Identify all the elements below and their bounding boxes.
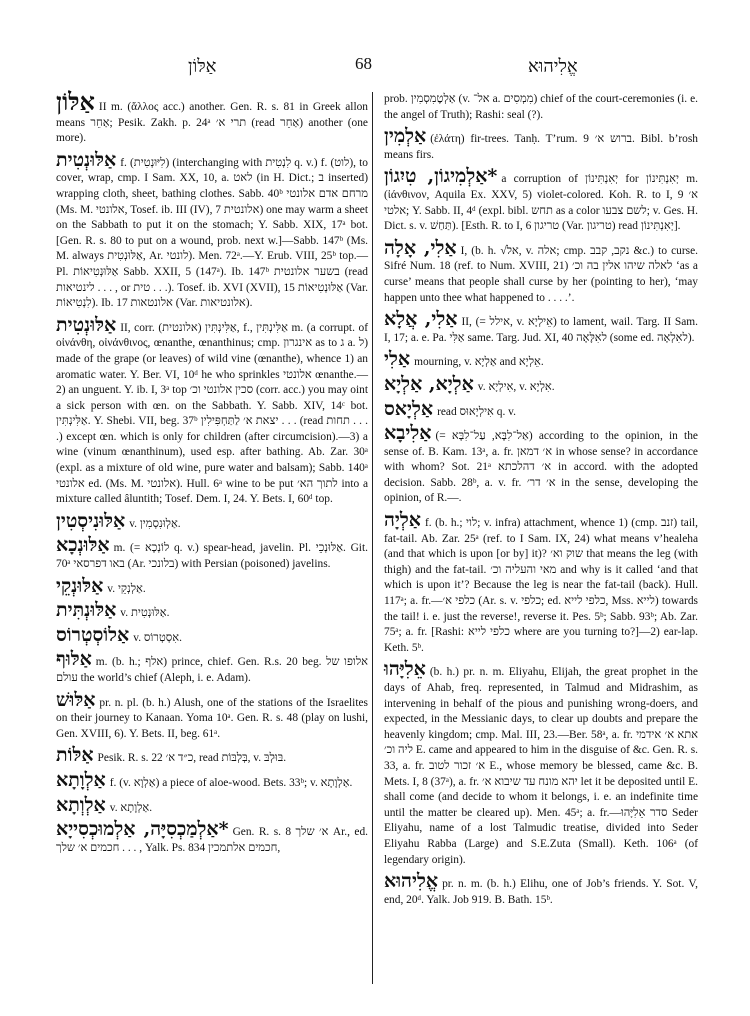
entry-headword: אַלּוֹן — [56, 87, 95, 116]
entry-definition: f. (b. h.; לוי; v. infra) attachment, whence 1) (cmp. זנב) tail, fat-tail. Ab. Zar. 25ᵃ (ref. to I Sam. IX, 24) what means v’healeha (and that which is upon [or by] it)? שוק וא׳ that means the leg (with thigh) and the fat-tail. מאי והעליה וכ׳ and why is it called ‘and that which is upon it’? Because the leg is near the fat-tail (back). Hull. 117ᵃ; a. fr.—כלפי א׳ (Ar. s. v. כלפי; ed. כלפי לייא, Mss. לייא) towards the tail! i. e. just the reverse!, reverse it. Pes. 5ᵇ; Sabb. 93ᵇ; Ab. Zar. 75ᵃ; a. fr. [Rashi: כלפי לייא where are you turning to?]—2) ear-lap. Keth. 5ᵇ. — [384, 517, 698, 654]
column-divider — [372, 92, 373, 984]
entry-headword: אַלּוּנִיסְטִין — [56, 509, 126, 532]
entry-headword: אַלִיבָא — [384, 422, 432, 445]
entry-definition: II m. (ἄλλος acc.) another. Gen. R. s. 81 in Greek allon means אַחֵר; Pesik. Zakh. p. 24ᵃ תרי א׳ (read אַחֵר) another (one more). — [56, 101, 368, 145]
entry-definition: prob. אַלְטֶמִסְמִין (v. אל־ a. מִמְסִים) chief of the court-ceremonies (i. e. the angel of Truth); Rashi: seal (?). — [384, 93, 698, 121]
entry-headword: אַלִי, אָלָה — [384, 236, 457, 259]
entry-headword: אַלּוֹת — [56, 744, 94, 767]
entry-headword: אַלּוּנְטִית — [56, 313, 117, 336]
entry-definition: v. אַלְוּנִסְמִין. — [129, 517, 181, 530]
entry-headword: אַלְמִין — [384, 125, 427, 148]
entry-definition: mourning, v. אַלְיָא and אֵלְיָא. — [414, 356, 544, 369]
dictionary-entry — [384, 510, 698, 656]
dictionary-entry — [56, 87, 368, 147]
entry-headword: *אַלְמַכְסִיָּה, אַלְמוּכְסִייָא — [56, 818, 229, 841]
dictionary-entry — [56, 625, 368, 647]
entry-definition: v. אַלְוָתָא. — [109, 801, 153, 814]
entry-definition: read אִילְיָאוּס q. v. — [437, 405, 516, 418]
entry-headword: אַלְוְתָא — [56, 793, 106, 816]
page-number: 68 — [355, 54, 372, 73]
dictionary-entry — [384, 166, 698, 234]
dictionary-entry — [384, 309, 698, 346]
dictionary-entry — [384, 238, 698, 306]
entry-definition: (b. h.) pr. n. m. Eliyahu, Elijah, the great prophet in the days of Ahab, freq. represented, in Talmud and Midrashim, as intervening in behalf of the pious and punishing wrong-doers, and expected, in the Messianic days, to clear up doubts and prepare the heavenly kingdom; cmp. Mal. III, 23.—Ber. 58ᵃ, a. fr. אתא א׳ אידמי ליה וכ׳ E. came and appeared to him in the disguise of &c. Gen. R. s. 33, a. fr. א׳ זכור לטוב E., whose memory be blessed, came &c. B. Mets. I, 8 (37ᵃ), a. fr. יהא מונח עד שיבוא א׳ let it be deposited until E. shall come (and decide to whom it belongs, i. e. an indefinite time until the matter be cleared up). Men. 45ᵃ; a. fr.—סדר אֵלִיָּהוּ Seder Eliyahu, name of a lost Talmudic treatise, divided into Seder Eliyahu Rabba (Large) and S.E.Zuta (Small). Keth. 106ᵃ (of legendary origin). — [384, 666, 698, 866]
dictionary-entry — [56, 690, 368, 743]
entry-definition: f. (v. אַלְוָא) a piece of aloe-wood. Bets. 33ᵇ; v. אַלְוָתָא. — [109, 776, 353, 789]
entry-headword: אַלִי — [384, 348, 411, 371]
dictionary-entry — [56, 600, 368, 622]
entry-headword: אֱלִיהוּא — [384, 870, 439, 893]
entry-definition: f. (לִיּוּנְטִית) (interchanging with לִנְטִית q. v.) f. (לוט), to cover, wrap, cmp. I Sam. XX, 10, a. לאט (in H. Dict.; ב inserted) wrapping cloth, sheet, bathing clothes. Sabb. 40ᵇ מרחם אדם אלונטי (Ms. M. אלונטי, Tosef. ib. III (IV), 7 אלונטית) one may warm a sheet on the Sabbath to put it on the stomach; Y. Sabb. XIX, 17ᵃ bot. [Gen. R. s. 80 to put on a wound, prob. next w.]—Sabb. 147ᵇ (Ms. M. always אַלּוּנְטִית, Ar. לונטי). Men. 72ᵃ.—Y. Erub. VIII, 25ᵇ top.—Pl. אַלּוּנְטִיאוֹת Sabb. XXII, 5 (147ᵃ). Ib. 147ᵇ בשער אלונטית (read לינטיאות . . . , or טית . . .). Tosef. ib. XVI (XVII), 15 אַלּוּנְטִיאוֹת (Var. לִנְטִיאוֹת). Ib. 17 אלונטאות (Var. אלונטיאות). — [56, 156, 369, 310]
dictionary-entry — [56, 819, 368, 856]
entry-definition: v. אַלּוּנְטִית. — [120, 607, 170, 620]
entry-headword: אַלּוּנְקֵי — [56, 574, 104, 597]
entry-headword: *אַלְמִיגוֹן, טִיִגוֹן — [384, 165, 498, 188]
entry-headword: אַלְיָאס — [384, 397, 434, 420]
header-left-catchword: אַלּוֹן — [188, 56, 217, 77]
right-column — [384, 92, 698, 911]
left-column — [56, 87, 369, 859]
dictionary-entry — [56, 150, 368, 312]
entry-headword: אַלּוּף — [56, 648, 92, 671]
dictionary-entry — [56, 649, 368, 686]
entry-headword: אַלוֹסְטְרוֹס — [56, 623, 130, 646]
dictionary-entry — [56, 795, 368, 817]
entry-definition: a corruption of יְאִנְתִּינוֹן for יְאִנְתִּינוֹן m. (ἰάνθινον, Aquila Ex. XXV, 5) violet-colored. Koh. R. to I, 9 א׳ אלטי; Y. Sabb. II, 4ᵈ (expl. bibl. תחש as a color לשם צבעו; v. Ges. H. Dict. s. v. תַּחַשׁ). [Esth. R. to I, 6 טריגון (Var. טריגון) read יְאִנְתִּינוֹן]. — [384, 173, 698, 233]
entry-definition: Pesik. R. s. 22 כ״ד א׳, read בְּלְבּוֹת, v. בּוּלְבּ. — [97, 752, 287, 765]
dictionary-entry — [56, 745, 368, 767]
entry-headword: אַלּוּשׁ — [56, 688, 96, 711]
dictionary-entry — [384, 126, 698, 163]
entry-definition: pr. n. m. (b. h.) Elihu, one of Job’s friends. Y. Sot. V, end, 20ᵈ. Yalk. Job 919. B. Bath. 15ᵇ. — [384, 878, 698, 906]
entry-headword: אַלּוּנְתִּית — [56, 599, 117, 622]
entry-headword: אַלִי, אֲלָא — [384, 308, 458, 331]
page-header — [0, 52, 750, 82]
entry-headword: אַלְוָתָא — [56, 768, 106, 791]
dictionary-entry — [56, 770, 368, 792]
dictionary-entry — [384, 399, 698, 421]
dictionary-entry — [384, 423, 698, 507]
entry-definition: (ἐλάτη) fir-trees. Tanḥ. T’rum. 9 ברוש א׳. Bibl. b’rosh means firs. — [384, 133, 698, 161]
dictionary-entry — [56, 315, 368, 508]
dictionary-entry — [384, 349, 698, 371]
entry-headword: אֵלִיָּהוּ — [384, 658, 426, 681]
dictionary-entry — [384, 871, 698, 908]
dictionary-entry — [56, 511, 368, 533]
entry-definition: I, (b. h. √אל, v. אלה; cmp. נקב, קבב &c.) to curse. Sifré Num. 18 (ref. to Num. XVIII, 21) לאלה שיהו אלין בה וכ׳ ‘as a curse’ means that people shall curse by her (pointing to her), ‘may happen unto thee what happened to . . . .’. — [384, 244, 698, 304]
entry-headword: אַלּוּנְכָא — [56, 534, 110, 557]
entry-definition: pr. n. pl. (b. h.) Alush, one of the stations of the Israelites on their journey to Kanaan. Yoma 10ᵃ. Gen. R. s. 48 (play on lushi, Gen. XVIII, 6). Y. Bets. II, beg. 61ᵃ. — [56, 696, 368, 740]
entry-headword: אַלְיָה — [384, 509, 421, 532]
entry-definition: II, corr. אַלִּינְתִּין (אלונטית), f., אַלִּינְתִּין m. (a corrupt. of οἰνάνθη, οἰνάνθινος, œnanthe, œnanthinus; cmp. אינגרון as to ג a. ל) made of the grape (or leaves) of wild vine (œnanthe), whence 1) an aromatic water. Y. Ber. VI, 10ᵈ he who sprinkles אלונטי œnanthe.—2) an unguent. Y. ib. I, 3ᵃ top סכין אלונטי וכ׳ (corr. acc.) you may oint a sick person with œn. on the Sabbath. Y. Sabb. XIV, 14ᶜ bot. אַלִּינְתִּין. Y. Shebi. VII, beg. 37ᵇ יצאת א׳ לַתַּחְפִּילִין . . . (read תחות . . . .) except œn. which is only for children (after circumcision).—3) a wine (vinum œnanthinum), used esp. after bathing. Ab. Zar. 30ᵃ (expl. as a mixture of old wine, pure water and balsam); Sabb. 140ᵃ אלונטי ed. (Ms. M. אלונטי). Hull. 6ᵃ wine to be put לתוך הא׳ into a mixture called âluntith; Tosef. Dem. I, 24. Y. Bets. I, 60ᵈ top. — [56, 321, 369, 506]
entry-definition: v. אִילְיָא, v. אִלְיָא. — [477, 380, 555, 393]
entry-definition: Gen. R. s. 8 א׳ שלך Ar., ed. חכמים א׳ שלך . . . , Yalk. Ps. 834 חכמים אלתמכין, — [56, 826, 368, 854]
entry-definition: (= אַל־לִבָּא, עַל־לִבָּא) according to the opinion, in the sense of. B. Kam. 13ᵃ, a. fr. א׳ דמאן in whose sense? in accordance with whom? Sot. 21ᵃ א׳ דהלכתא in accord. with the adopted decision. Sabb. 28ᵇ, a. v. fr. א׳ דר׳ in the sense, developing the opinion, of R.—. — [384, 430, 698, 505]
entry-definition: m. (b. h.; אלף) prince, chief. Gen. R.s. 20 beg. אלופו של עולם the world’s chief (Aleph, i. e. Adam). — [56, 656, 368, 684]
header-right-catchword: אֱלִיהוּא — [528, 56, 578, 77]
dictionary-entry — [384, 374, 698, 396]
entry-headword: אַלּוּנְטִית — [56, 148, 117, 171]
dictionary-entry — [56, 535, 368, 572]
dictionary-entry — [384, 92, 698, 123]
entry-definition: v. אִסְטְרוֹס. — [133, 631, 182, 644]
entry-definition: m. (= לוֹנְכָא q. v.) spear-head, javelin. Pl. אַלּוּנְכֵי. Git. 70ᵃ באו דפרסאי (Ar. בלונכי) with Persian (poisoned) javelins. — [56, 542, 368, 571]
entry-headword: אַלְיָא, אַלְיָא — [384, 372, 474, 395]
entry-definition: II, (= אילל, v. אֵילְיָא) to lament, wail. Targ. II Sam. I, 17; a. e. Pa. אַלִּי same. Targ. Jud. XI, 40 לאִלָּאָה (some ed. לאִלְאָה). — [384, 316, 698, 344]
entry-definition: v. אַלְנְקֵי. — [107, 582, 146, 595]
dictionary-entry — [56, 576, 368, 598]
dictionary-entry — [384, 659, 698, 868]
